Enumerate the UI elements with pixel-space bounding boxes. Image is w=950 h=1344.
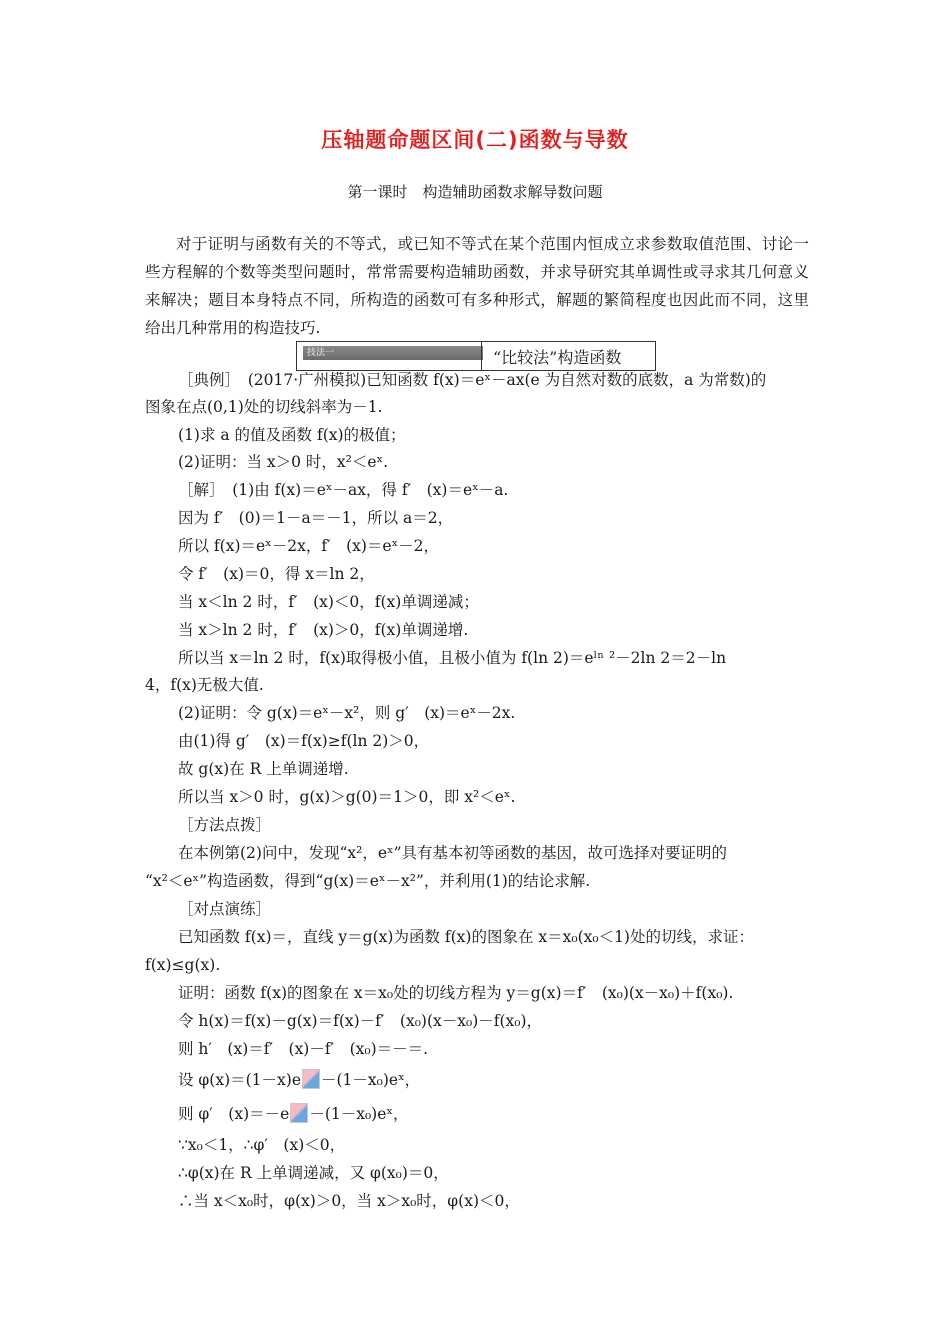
example-line: 图象在点(0,1)处的切线斜率为－1.	[145, 398, 383, 416]
lesson-subtitle: 第一课时 构造辅助函数求解导数问题	[347, 183, 603, 201]
technique-tag: 技法一	[303, 346, 483, 360]
practice-line: f(x)≤g(x).	[145, 956, 221, 974]
missing-image-icon	[302, 1069, 320, 1089]
solution-line: ［解］ (1)由 f(x)＝eˣ－ax，得 f′ (x)＝eˣ－a.	[178, 481, 509, 499]
proof-line: 由(1)得 g′ (x)＝f(x)≥f(ln 2)＞0，	[178, 732, 430, 750]
proof-line: 故 g(x)在 R 上单调递增.	[178, 760, 349, 778]
phi-derivative-end: －(1－x₀)eˣ，	[309, 1105, 409, 1123]
practice-proof-line: ∴φ(x)在 R 上单调递减，又 φ(x₀)＝0，	[178, 1164, 449, 1182]
solution-line: 当 x＜ln 2 时，f′ (x)＜0，f(x)单调递减；	[178, 593, 479, 611]
phi-definition-end: －(1－x₀)eˣ，	[321, 1071, 421, 1089]
solution-line: 所以 f(x)＝eˣ－2x，f′ (x)＝eˣ－2，	[178, 537, 440, 555]
missing-image-icon	[290, 1103, 308, 1123]
solution-line: 4，f(x)无极大值.	[145, 676, 264, 694]
method-line: “x²＜eˣ”构造函数，得到“g(x)＝eˣ－x²”，并利用(1)的结论求解.	[145, 872, 591, 890]
phi-definition-start: 设 φ(x)＝(1－x)e	[178, 1071, 301, 1089]
practice-heading: ［对点演练］	[178, 900, 272, 918]
technique-label: “比较法”构造函数	[493, 348, 622, 367]
proof-line: 所以当 x＞0 时，g(x)＞g(0)＝1＞0，即 x²＜eˣ.	[178, 788, 516, 806]
practice-proof-line	[178, 1103, 408, 1124]
banner-divider	[481, 342, 482, 370]
method-line: 在本例第(2)问中，发现“x²，eˣ”具有基本初等函数的基因，故可选择对要证明的	[178, 844, 728, 862]
solution-line: 当 x＞ln 2 时，f′ (x)＞0，f(x)单调递增.	[178, 621, 469, 639]
practice-proof-line: 证明：函数 f(x)的图象在 x＝x₀处的切线方程为 y＝g(x)＝f′ (x₀)(x－x₀)＋f(x₀).	[178, 984, 734, 1002]
question-2: (2)证明：当 x＞0 时，x²＜eˣ.	[178, 453, 389, 471]
phi-derivative-start: 则 φ′ (x)＝－e	[178, 1105, 290, 1123]
proof-line: (2)证明：令 g(x)＝eˣ－x²，则 g′ (x)＝eˣ－2x.	[178, 704, 516, 722]
practice-proof-line: 令 h(x)＝f(x)－g(x)＝f(x)－f′ (x₀)(x－x₀)－f(x₀)，	[178, 1012, 543, 1030]
question-1: (1)求 a 的值及函数 f(x)的极值；	[178, 426, 406, 444]
practice-proof-line: ∴当 x＜x₀时，φ(x)＞0，当 x＞x₀时，φ(x)＜0，	[178, 1192, 520, 1210]
practice-proof-line	[178, 1069, 420, 1090]
practice-line: 已知函数 f(x)＝，直线 y＝g(x)为函数 f(x)的图象在 x＝x₀(x₀＜1)处的切线，求证：	[178, 928, 754, 946]
technique-banner	[296, 341, 656, 371]
solution-line: 因为 f′ (0)＝1－a＝－1，所以 a＝2，	[178, 509, 454, 527]
page-title: 压轴题命题区间(二)函数与导数	[321, 128, 629, 152]
example-line: ［典例］ (2017·广州模拟)已知函数 f(x)＝eˣ－ax(e 为自然对数的底数，a 为常数)的	[178, 371, 767, 389]
solution-line: 所以当 x＝ln 2 时，f(x)取得极小值，且极小值为 f(ln 2)＝eˡⁿ ²－2ln 2＝2－ln	[178, 649, 727, 667]
practice-proof-line: ∵x₀＜1，∴φ′ (x)＜0，	[178, 1136, 346, 1154]
method-heading: ［方法点拨］	[178, 816, 272, 834]
solution-line: 令 f′ (x)＝0，得 x＝ln 2，	[178, 565, 375, 583]
practice-proof-line: 则 h′ (x)＝f′ (x)－f′ (x₀)＝－＝.	[178, 1040, 429, 1058]
intro-paragraph: 对于证明与函数有关的不等式，或已知不等式在某个范围内恒成立求参数取值范围、讨论一些方程解的个数等类型问题时，常常需要构造辅助函数，并求导研究其单调性或寻求其几何意义来解决；题目本身特点不同，所构造的函数可有多种形式，解题的繁简程度也因此而不同，这里给出几种常用的构造技巧.	[145, 235, 809, 337]
